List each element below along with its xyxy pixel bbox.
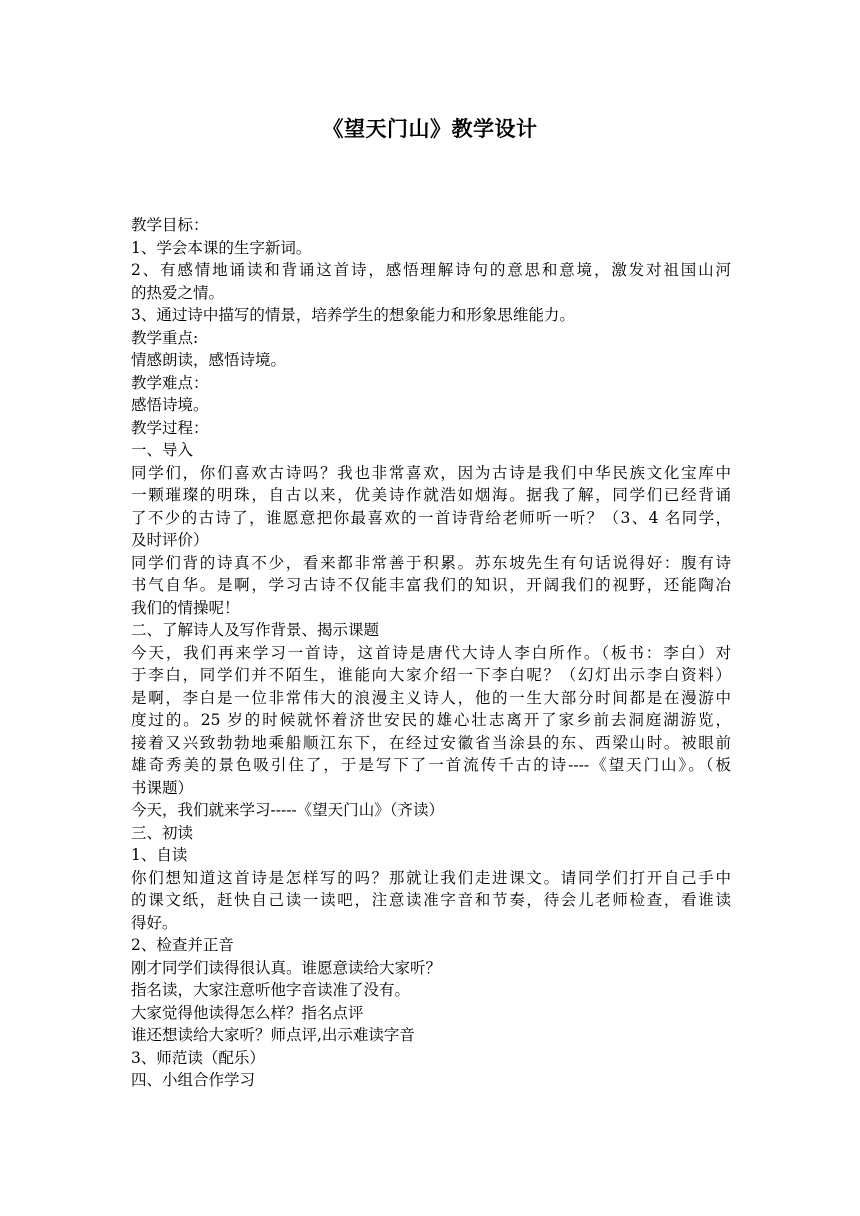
document-body — [131, 214, 731, 1092]
body-line: 教学目标： — [131, 216, 209, 234]
body-line: 是啊，李白是一位非常伟大的浪漫主义诗人，他的一生大部分时间都是在漫游中 — [131, 688, 731, 707]
body-line: 你们想知道这首诗是怎样写的吗？那就让我们走进课文。请同学们打开自己手中 — [131, 868, 731, 887]
body-line: 雄奇秀美的景色吸引住了，于是写下了一首流传千古的诗----《望天门山》。（板 — [131, 756, 731, 774]
body-line: 得好。 — [131, 913, 178, 932]
body-line: 1、自读 — [131, 846, 188, 864]
body-line: 于李白，同学们并不陌生，谁能向大家介绍一下李白呢？（幻灯出示李白资料） — [131, 666, 731, 684]
body-line: 教学重点: — [131, 328, 199, 347]
body-line: 二、了解诗人及写作背景、揭示课题 — [131, 621, 380, 639]
body-line: 3、通过诗中描写的情景，培养学生的想象能力和形象思维能力。 — [131, 306, 575, 324]
body-line: 书气自华。是啊，学习古诗不仅能丰富我们的知识，开阔我们的视野，还能陶冶 — [131, 576, 731, 594]
body-line: 三、初读 — [131, 823, 194, 842]
body-line: 四、小组合作学习 — [131, 1071, 256, 1089]
document-title: 《望天门山》教学设计 — [322, 116, 538, 141]
body-line: 同学们背的诗真不少，看来都非常善于积累。苏东坡先生有句话说得好：腹有诗 — [131, 553, 731, 572]
body-line: 了不少的古诗了，谁愿意把你最喜欢的一首诗背给老师听一听？（3、4 名同学， — [131, 508, 731, 527]
body-line: 接着又兴致勃勃地乘船顺江东下，在经过安徽省当涂县的东、西梁山时。被眼前 — [131, 733, 731, 752]
body-line: 一颗璀璨的明珠，自古以来，优美诗作就浩如烟海。据我了解，同学们已经背诵 — [131, 486, 731, 504]
body-line: 3、师范读（配乐） — [131, 1048, 265, 1067]
body-line: 的热爱之情。 — [131, 283, 225, 302]
body-line: 2、有感情地诵读和背诵这首诗，感悟理解诗句的意思和意境，激发对祖国山河 — [131, 261, 731, 279]
body-line: 谁还想读给大家听？师点评,出示难读字音 — [131, 1026, 415, 1044]
body-line: 同学们，你们喜欢古诗吗？我也非常喜欢，因为古诗是我们中华民族文化宝库中 — [131, 463, 731, 482]
body-line: 一、导入 — [131, 441, 194, 459]
body-line: 教学难点： — [131, 373, 209, 392]
body-line: 我们的情操呢！ — [131, 598, 240, 617]
body-line: 今天，我们就来学习-----《望天门山》（齐读） — [131, 801, 444, 819]
body-line: 及时评价） — [131, 531, 209, 549]
body-line: 大家觉得他读得怎么样？指名点评 — [131, 1003, 364, 1022]
body-line: 教学过程： — [131, 418, 209, 437]
body-line: 感悟诗境。 — [131, 396, 209, 414]
body-line: 1、学会本课的生字新词。 — [131, 238, 312, 257]
body-line: 的课文纸，赶快自己读一读吧，注意读准字音和节奏，待会儿老师检查，看谁读 — [131, 891, 731, 909]
body-line: 度过的。25 岁的时候就怀着济世安民的雄心壮志离开了家乡前去洞庭湖游览， — [131, 711, 731, 729]
body-line: 情感朗读，感悟诗境。 — [131, 351, 287, 369]
body-line: 今天，我们再来学习一首诗，这首诗是唐代大诗人李白所作。（板书：李白）对 — [131, 643, 731, 662]
body-line: 书课题） — [131, 778, 194, 797]
body-line: 指名读，大家注意听他字音读准了没有。 — [131, 981, 411, 999]
body-line: 刚才同学们读得很认真。谁愿意读给大家听？ — [131, 958, 442, 977]
body-line: 2、检查并正音 — [131, 936, 234, 954]
